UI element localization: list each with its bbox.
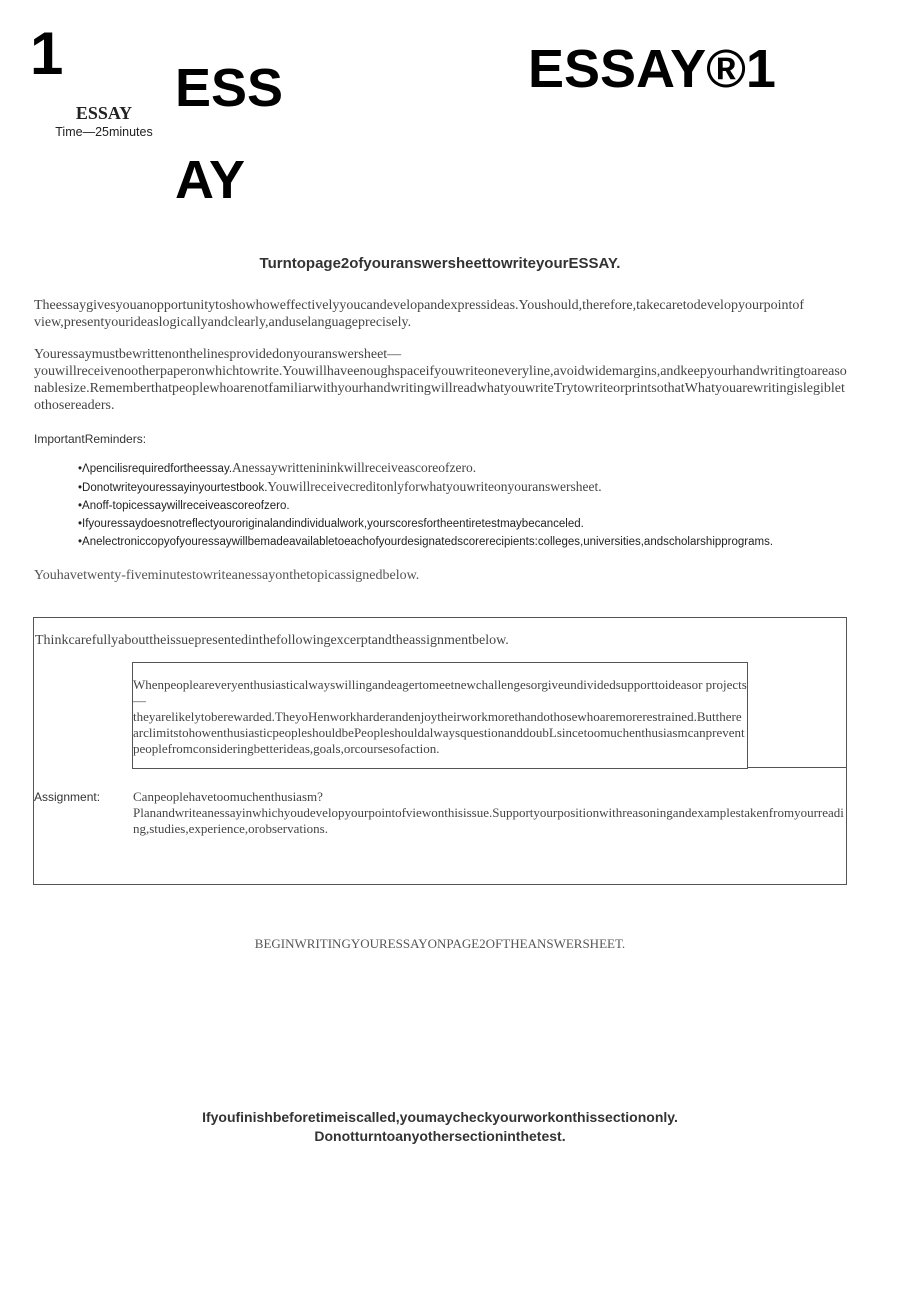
instruction-paragraph-2-rest: youwillreceivenootherpaperonwhichtowrite.Youwillhaveenoughspaceifyouwriteoneveryline,avoidwidemargins,andkeepyourhandwritingtoareasonablesize.RememberthatpeoplewhoarenotfamiliarwithyourhandwritingwillreadwhatyouwriteTrytowriteorprintsothatWhatyouarewritingislegibletothosereaders.	[34, 364, 847, 413]
time-note: Youhavetwenty-fiveminutestowriteanessayonthetopicassignedbelow.	[34, 568, 420, 583]
big-title-right: ESSAY®1	[528, 39, 776, 99]
assignment-text: Canpeoplehavetoomuchenthusiasm?Planandwriteanessayinwhichyoudevelopyourpointofviewonthisissue.Supportyourpositionwithreasoningandexamplestakenfromyourreading,studies,experience,orobservations.	[133, 789, 844, 836]
reminder-item-2b: Youwillreceivecreditonlyforwhatyouwriteonyouranswersheet.	[267, 479, 602, 494]
section-title: ESSAY	[75, 103, 133, 123]
reminder-item: •Ifyouressaydoesnotreflectyouroriginalandindividualwork,yourscoresfortheentiretestmaybecanceled.	[78, 518, 584, 530]
reminder-item	[78, 459, 858, 478]
assignment-label: Assignment:	[34, 790, 101, 804]
reminder-item-2a: •Donotwriteyouressayinyourtestbook.	[78, 482, 268, 494]
section-number: 1	[30, 20, 64, 87]
reminder-list	[78, 459, 858, 551]
reminders-label: ImportantReminders:	[34, 432, 147, 446]
reminder-item: •Anoff-topicessaywillreceiveascoreofzero.	[78, 500, 290, 512]
reminder-item-1b: Anessaywritteninink​willreceiveascoreofzero.	[232, 460, 477, 475]
excerpt-rest: theyarelikelytoberewarded.TheyoHenworkharderandenjoytheirworkmorethandothosewhoaremorerestrained.ButtherearclimitstohowenthusiasticpeopleshouldbePeopleshouldalwaysquestionanddoubLsincetoomuchenthusiasmcanpreventpeoplefromconsideringbetterideas,goals,orcoursesofaction.	[133, 709, 745, 756]
prompt-intro: Thinkcarefullyabouttheissuepresentedinthefollowingexcerptandtheassignmentbelow.	[35, 633, 509, 648]
turn-to-page-instruction: Turntopage2ofyouranswersheettowriteyourESSAY.	[259, 255, 621, 272]
begin-writing-instruction: BEGINWRITINGYOURESSAYONPAGE2OFTHEANSWERSHEET.	[254, 936, 626, 951]
reminder-item-1a: •Λpencilisrequiredfortheessay.	[78, 463, 233, 475]
instruction-paragraph-2	[34, 346, 849, 414]
excerpt-line-1: Whenpeopleareveryenthusiasticalwayswillingandeagertomeetnewchallengesorgiveundividedsupporttoideasor projects—	[133, 677, 747, 708]
reminder-item: •Anelectroniccopyofyouressaywillbemadeavailabletoeachofyourdesignatedscorerecipients:colleges,universities,andscholarshipprograms.	[78, 536, 774, 548]
big-title-left: ESSAY	[175, 58, 284, 210]
reminder-item	[78, 478, 858, 497]
finish-note-line2: Donotturntoanyothersectioninthetest.	[314, 1128, 566, 1144]
finish-note	[0, 1108, 880, 1146]
finish-note-line1: Ifyoufinishbeforetimeiscalled,youmaycheckyourworkonthissectiononly.	[202, 1109, 678, 1125]
instruction-paragraph-2-line1: Youressaymustbewrittenonthelinesprovidedonyouranswersheet—	[34, 347, 402, 362]
excerpt-text	[133, 677, 747, 757]
divider	[748, 767, 846, 768]
instruction-paragraph-1: Theessaygivesyouanopportunitytoshowhoweffectivelyyoucandevelopandexpressideas.Youshould,therefore,takecaretodevelopyourpointof view,presentyourideaslogicallyandclearly,anduselanguageprecisely.	[34, 298, 805, 330]
time-limit: Time—25minutes	[55, 125, 153, 139]
